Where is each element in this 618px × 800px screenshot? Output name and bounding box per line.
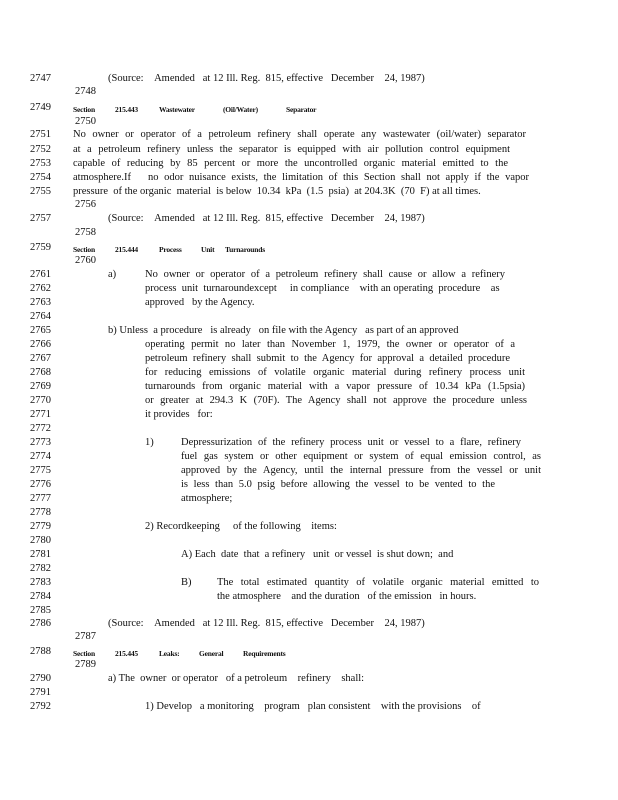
paragraph-line: for reducing emissions of volatile organic material during refinery process unit (145, 367, 525, 378)
section-label: Section (73, 105, 95, 114)
source-note: (Source: Amended at 12 Ill. Reg. 815, effective December 24, 1987) (108, 618, 425, 629)
line-number: 2751 (30, 129, 51, 140)
line-number: 2748 (75, 86, 96, 97)
paragraph-line: pressure of the organic material is below 10.34 kPa (1.5 psia) at 204.3K (70 F) at all times. (73, 186, 481, 197)
section-number: 215.444 (115, 245, 138, 254)
section-title-word: Requirements (243, 649, 286, 658)
paragraph-line: 1) Develop a monitoring program plan consistent with the provisions of (145, 701, 481, 712)
line-number: 2759 (30, 242, 51, 253)
paragraph-line: No owner or operator of a petroleum refinery shall operate any wastewater (oil/water) separator (73, 129, 526, 140)
paragraph-line: the atmosphere and the duration of the emission in hours. (217, 591, 477, 602)
paragraph-line: or greater at 294.3 K (70F). The Agency shall not approve the procedure unless (145, 395, 527, 406)
paragraph-line: operating permit no later than November 1, 1979, the owner or operator of a (145, 339, 515, 350)
section-title-word: (Oil/Water) (223, 105, 258, 114)
source-note: (Source: Amended at 12 Ill. Reg. 815, effective December 24, 1987) (108, 213, 425, 224)
item-label: 1) (145, 437, 154, 448)
line-number: 2750 (75, 116, 96, 127)
paragraph-line: fuel gas system or other equipment or system of equal emission control, as (181, 451, 541, 462)
paragraph-line: is less than 5.0 psig before allowing the vessel to be vented to the (181, 479, 495, 490)
line-number: 2791 (30, 687, 51, 698)
section-title-word: Turnarounds (225, 245, 265, 254)
line-number: 2753 (30, 158, 51, 169)
line-number: 2775 (30, 465, 51, 476)
line-number: 2787 (75, 631, 96, 642)
section-title-word: Separator (286, 105, 317, 114)
paragraph-line: atmosphere; (181, 493, 233, 504)
paragraph-line: petroleum refinery shall submit to the Agency for approval a detailed procedure (145, 353, 510, 364)
line-number: 2766 (30, 339, 51, 350)
section-title-word: Unit (201, 245, 215, 254)
line-number: 2782 (30, 563, 51, 574)
line-number: 2755 (30, 186, 51, 197)
section-title-word: General (199, 649, 224, 658)
paragraph-line: approved by the Agency. (145, 297, 255, 308)
line-number: 2786 (30, 618, 51, 629)
line-number: 2779 (30, 521, 51, 532)
line-number: 2772 (30, 423, 51, 434)
section-title-word: Wastewater (159, 105, 195, 114)
section-heading (73, 103, 333, 115)
line-number: 2773 (30, 437, 51, 448)
line-number: 2760 (75, 255, 96, 266)
paragraph-line: b) Unless a procedure is already on file with the Agency as part of an approved (108, 325, 459, 336)
line-number: 2781 (30, 549, 51, 560)
line-number: 2792 (30, 701, 51, 712)
line-number: 2761 (30, 269, 51, 280)
line-number: 2754 (30, 172, 51, 183)
line-number: 2763 (30, 297, 51, 308)
item-label: B) (181, 577, 192, 588)
line-number: 2752 (30, 144, 51, 155)
line-number: 2790 (30, 673, 51, 684)
item-label: a) (108, 269, 117, 280)
line-number: 2758 (75, 227, 96, 238)
paragraph-line: Depressurization of the refinery process unit or vessel to a flare, refinery (181, 437, 521, 448)
line-number: 2770 (30, 395, 51, 406)
section-label: Section (73, 245, 95, 254)
line-number: 2785 (30, 605, 51, 616)
source-note: (Source: Amended at 12 Ill. Reg. 815, effective December 24, 1987) (108, 73, 425, 84)
line-number: 2788 (30, 646, 51, 657)
paragraph-line: a) The owner or operator of a petroleum refinery shall: (108, 673, 365, 684)
line-number: 2757 (30, 213, 51, 224)
line-number: 2771 (30, 409, 51, 420)
line-number: 2756 (75, 199, 96, 210)
paragraph-line: The total estimated quantity of volatile organic material emitted to (217, 577, 539, 588)
line-number: 2776 (30, 479, 51, 490)
paragraph-line: turnarounds from organic material with a vapor pressure of 10.34 kPa (1.5psia) (145, 381, 525, 392)
line-number: 2764 (30, 311, 51, 322)
paragraph-line: capable of reducing by 85 percent or more the uncontrolled organic material emitted to the (73, 158, 508, 169)
paragraph-line: approved by the Agency, until the internal pressure from the vessel or unit (181, 465, 541, 476)
paragraph-line: atmosphere.If no odor nuisance exists, the limitation of this Section shall not apply if the vapor (73, 172, 529, 183)
section-title-word: Leaks: (159, 649, 180, 658)
paragraph-line: at a petroleum refinery unless the separator is equipped with air pollution control equipment (73, 144, 510, 155)
section-label: Section (73, 649, 95, 658)
paragraph-line: A) Each date that a refinery unit or vessel is shut down; and (181, 549, 454, 560)
section-number: 215.443 (115, 105, 138, 114)
section-number: 215.445 (115, 649, 138, 658)
line-number: 2774 (30, 451, 51, 462)
line-number: 2783 (30, 577, 51, 588)
line-number: 2749 (30, 102, 51, 113)
section-title-word: Process (159, 245, 182, 254)
paragraph-line: process unit turnaroundexcept in compliance with an operating procedure as (145, 283, 500, 294)
line-number: 2780 (30, 535, 51, 546)
line-number: 2747 (30, 73, 51, 84)
paragraph-line: it provides for: (145, 409, 213, 420)
line-number: 2767 (30, 353, 51, 364)
line-number: 2769 (30, 381, 51, 392)
line-number: 2768 (30, 367, 51, 378)
line-number: 2777 (30, 493, 51, 504)
line-number: 2762 (30, 283, 51, 294)
paragraph-line: No owner or operator of a petroleum refinery shall cause or allow a refinery (145, 269, 505, 280)
line-number: 2778 (30, 507, 51, 518)
line-number: 2765 (30, 325, 51, 336)
line-number: 2784 (30, 591, 51, 602)
paragraph-line: 2) Recordkeeping of the following items: (145, 521, 337, 532)
line-number: 2789 (75, 659, 96, 670)
